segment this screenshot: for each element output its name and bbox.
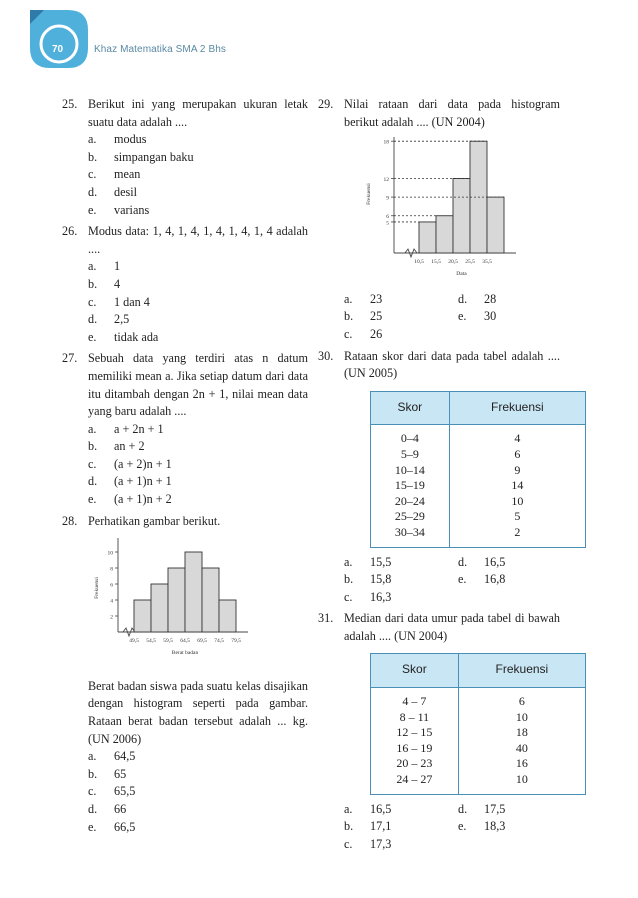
option-text: 16,3 [370, 589, 392, 604]
option-letter: c. [88, 167, 97, 182]
option-letter: a. [344, 801, 353, 816]
option-d [458, 554, 560, 572]
option-e [458, 818, 560, 836]
page-header [0, 0, 638, 70]
option-d [88, 473, 308, 491]
option-e [88, 491, 308, 509]
y-tick-label: 2 [110, 614, 113, 621]
histogram-bar [436, 216, 453, 253]
question-26 [62, 223, 308, 346]
skor-cell [371, 688, 459, 795]
table-cell-value: 16 [515, 756, 528, 771]
option-text: 66,5 [114, 819, 136, 834]
option-e [88, 329, 308, 347]
option-letter: e. [88, 819, 97, 834]
question-29 [318, 96, 560, 344]
histogram-1-figure [88, 536, 308, 670]
option-d [458, 291, 560, 309]
options-list [344, 291, 560, 344]
option-c [344, 326, 458, 344]
option-b [344, 571, 458, 589]
question-text: Perhatikan gambar berikut. [88, 513, 221, 528]
histogram-bar [453, 179, 470, 254]
table-cell-value: 10 [515, 772, 528, 787]
option-text: 1 dan 4 [114, 294, 150, 309]
x-axis-label: Data [456, 271, 467, 278]
table-cell-value: 20 – 23 [396, 756, 433, 771]
x-tick-label: 74,5 [214, 638, 224, 645]
frequency-table-30 [370, 391, 586, 548]
table-cell-value: 30–34 [394, 524, 425, 539]
option-letter: c. [88, 784, 97, 799]
histogram-bar [219, 600, 236, 632]
option-text: 16,8 [484, 572, 506, 587]
table-cell-value: 4 – 7 [402, 694, 427, 709]
option-text: 15,8 [370, 572, 392, 587]
option-letter: b. [88, 766, 98, 781]
x-tick-label: 35,5 [482, 259, 492, 266]
histogram-bar [151, 584, 168, 632]
option-c [88, 166, 308, 184]
option-a [88, 748, 308, 766]
option-text: 17,3 [370, 836, 392, 851]
table-cell-value: 15–19 [394, 478, 425, 493]
option-letter: e. [88, 202, 97, 217]
table-cell-value: 20–24 [394, 493, 425, 508]
frequency-table-31 [370, 653, 586, 794]
option-letter: c. [344, 836, 353, 851]
y-tick-label: 6 [110, 582, 113, 589]
column-header-skor: Skor [371, 391, 450, 425]
table-cell-value: 18 [515, 725, 528, 740]
option-text: 64,5 [114, 749, 136, 764]
histogram-bar [185, 552, 202, 632]
y-tick-label: 18 [383, 139, 389, 146]
column-header-skor: Skor [371, 654, 459, 688]
table-cell-value: 6 [514, 446, 521, 461]
option-letter: a. [344, 291, 353, 306]
y-tick-label: 9 [386, 195, 389, 202]
x-tick-label: 10,5 [414, 259, 424, 266]
option-letter: d. [458, 801, 468, 816]
page-number: 70 [52, 44, 64, 55]
option-letter: b. [344, 572, 354, 587]
question-text: Nilai rataan dari data pada histogram berikut adalah .... (UN 2004) [344, 97, 560, 129]
x-tick-label: 25,5 [465, 259, 475, 266]
option-letter: c. [88, 294, 97, 309]
table-cell-value: 2 [514, 524, 521, 539]
skor-cell [371, 425, 450, 547]
x-tick-label: 49,5 [129, 638, 139, 645]
options-list [88, 258, 308, 346]
options-list [344, 801, 560, 854]
x-tick-label: 79,5 [231, 638, 241, 645]
table-cell-value: 16 – 19 [396, 740, 433, 755]
table-cell-value: 25–29 [394, 509, 425, 524]
option-letter: c. [88, 456, 97, 471]
frekuensi-cell [458, 688, 585, 795]
table-cell-value: 14 [511, 478, 524, 493]
question-number: 27. [62, 351, 78, 366]
table-cell-value: 10 [511, 493, 524, 508]
column-header-frekuensi: Frekuensi [458, 654, 585, 688]
option-b [88, 766, 308, 784]
question-25 [62, 96, 308, 219]
option-text: (a + 1)n + 2 [114, 492, 172, 507]
option-letter: d. [88, 474, 98, 489]
x-tick-label: 59,5 [163, 638, 173, 645]
option-b [344, 308, 458, 326]
x-tick-label: 69,5 [197, 638, 207, 645]
question-text: Rataan skor dari data pada tabel adalah .... (UN 2005) [344, 348, 560, 381]
option-b [88, 438, 308, 456]
option-a [88, 258, 308, 276]
y-tick-label: 6 [386, 214, 389, 221]
option-a [344, 801, 458, 819]
option-letter: b. [88, 439, 98, 454]
question-number: 26. [62, 224, 78, 239]
options-list [88, 421, 308, 509]
histogram-bar [134, 600, 151, 632]
question-31 [318, 610, 560, 853]
option-letter: a. [88, 749, 97, 764]
table-cell-value: 8 – 11 [399, 709, 430, 724]
question-text: Berikut ini yang merupakan ukuran letak suatu data adalah .... [88, 97, 308, 129]
option-a [344, 554, 458, 572]
option-a [344, 291, 458, 309]
table-cell-value: 0–4 [400, 431, 419, 446]
table-cell-value: 10–14 [394, 462, 425, 477]
option-text: 16,5 [484, 554, 506, 569]
option-letter: e. [88, 329, 97, 344]
option-letter: e. [88, 492, 97, 507]
option-b [88, 149, 308, 167]
question-27 [62, 350, 308, 508]
option-b [344, 818, 458, 836]
option-d [88, 311, 308, 329]
option-letter: c. [344, 589, 353, 604]
option-text: 65 [114, 766, 127, 781]
histogram-1 [88, 536, 308, 664]
option-text: 1 [114, 259, 121, 274]
option-letter: e. [458, 309, 467, 324]
option-text: 4 [114, 276, 121, 291]
option-e [88, 202, 308, 220]
option-text: 2,5 [114, 312, 130, 327]
histogram-bar [487, 197, 504, 253]
table-cell-value: 5–9 [400, 446, 419, 461]
y-axis-label: Frekuensi [366, 183, 372, 206]
histogram-bar [202, 568, 219, 632]
options-list [344, 554, 560, 607]
book-title: Khaz Matematika SMA 2 Bhs [94, 44, 227, 55]
option-c [88, 294, 308, 312]
option-text: 18,3 [484, 819, 506, 834]
table-cell-value: 40 [515, 740, 528, 755]
option-letter: d. [458, 291, 468, 306]
option-text: 16,5 [370, 801, 392, 816]
table-cell-value: 6 [518, 694, 525, 709]
histogram-bar [419, 222, 436, 253]
y-tick-label: 8 [110, 566, 113, 573]
option-letter: a. [344, 554, 353, 569]
option-letter: b. [344, 309, 354, 324]
question-number: 28. [62, 513, 78, 528]
option-c [88, 456, 308, 474]
histogram-2-figure [344, 137, 560, 283]
question-number: 30. [318, 348, 334, 363]
y-tick-label: 10 [107, 550, 113, 557]
page-tab-badge [30, 10, 88, 68]
option-letter: e. [458, 572, 467, 587]
option-text: 65,5 [114, 784, 136, 799]
table-cell-value: 24 – 27 [396, 772, 433, 787]
option-text: 25 [370, 309, 383, 324]
histogram-bar [168, 568, 185, 632]
option-text: (a + 2)n + 1 [114, 456, 172, 471]
y-tick-label: 4 [110, 598, 113, 605]
option-text: an + 2 [114, 439, 145, 454]
option-letter: a. [88, 421, 97, 436]
option-letter: d. [88, 184, 98, 199]
options-list [88, 131, 308, 219]
table-cell-value: 5 [514, 509, 521, 524]
right-column [318, 96, 560, 857]
question-28 [62, 513, 308, 837]
frekuensi-cell [449, 425, 585, 547]
option-e [458, 571, 560, 589]
option-letter: d. [88, 312, 98, 327]
option-letter: b. [88, 276, 98, 291]
option-text: tidak ada [114, 329, 159, 344]
option-d [458, 801, 560, 819]
table-cell-value: 10 [515, 709, 528, 724]
option-letter: a. [88, 259, 97, 274]
table-cell-value: 4 [514, 431, 521, 446]
question-text-continued: Berat badan siswa pada suatu kelas disajikan dengan histogram seperti pada gambar. Rataan berat badan tersebut adalah ... kg. (UN 2006) [88, 678, 308, 746]
option-letter: e. [458, 819, 467, 834]
y-tick-label: 5 [386, 220, 389, 227]
option-a [88, 421, 308, 439]
x-tick-label: 20,5 [448, 259, 458, 266]
table-cell-value: 9 [514, 462, 521, 477]
option-letter: b. [88, 149, 98, 164]
option-text: varians [114, 202, 150, 217]
question-30 [318, 348, 560, 607]
option-text: mean [114, 167, 141, 182]
option-c [344, 836, 458, 854]
x-tick-label: 54,5 [146, 638, 156, 645]
question-text: Sebuah data yang terdiri atas n datum memiliki mean a. Jika setiap datum dari data itu ditambah dengan 2n + 1, nilai mean data yang baru adalah .... [88, 351, 308, 419]
question-text: Modus data: 1, 4, 1, 4, 1, 4, 1, 4, 1, 4 adalah .... [88, 224, 308, 256]
table-cell-value: 12 – 15 [396, 725, 433, 740]
option-text: simpangan baku [114, 149, 194, 164]
option-letter: b. [344, 819, 354, 834]
x-tick-label: 64,5 [180, 638, 190, 645]
option-text: 15,5 [370, 554, 392, 569]
x-tick-label: 15,5 [431, 259, 441, 266]
option-c [344, 589, 458, 607]
option-text: (a + 1)n + 1 [114, 474, 172, 489]
option-text: 17,1 [370, 819, 392, 834]
options-list [88, 748, 308, 836]
option-letter: d. [88, 802, 98, 816]
option-b [88, 276, 308, 294]
option-text: desil [114, 184, 138, 199]
question-number: 29. [318, 97, 334, 111]
option-letter: c. [344, 326, 353, 341]
option-a [88, 131, 308, 149]
option-text: 23 [370, 291, 383, 306]
x-axis-label: Berat badan [171, 650, 199, 657]
left-column [62, 96, 308, 840]
option-text: 30 [484, 309, 497, 324]
y-axis-label: Frekuensi [94, 577, 100, 600]
option-letter: d. [458, 554, 468, 569]
option-text: 17,5 [484, 801, 506, 816]
option-text: 28 [484, 291, 497, 306]
y-tick-label: 12 [383, 177, 389, 184]
option-text: 26 [370, 326, 383, 341]
option-d [88, 801, 308, 819]
question-text: Median dari data umur pada tabel di bawah adalah .... (UN 2004) [344, 611, 560, 643]
option-text: modus [114, 132, 147, 147]
option-c [88, 783, 308, 801]
option-e [88, 819, 308, 837]
question-number: 31. [318, 611, 334, 626]
option-text: a + 2n + 1 [114, 421, 164, 436]
option-d [88, 184, 308, 202]
question-number: 25. [62, 97, 78, 111]
option-text: 66 [114, 802, 127, 816]
option-letter: a. [88, 132, 97, 147]
option-e [458, 308, 560, 326]
column-header-frekuensi: Frekuensi [449, 391, 585, 425]
histogram-2 [344, 137, 560, 277]
